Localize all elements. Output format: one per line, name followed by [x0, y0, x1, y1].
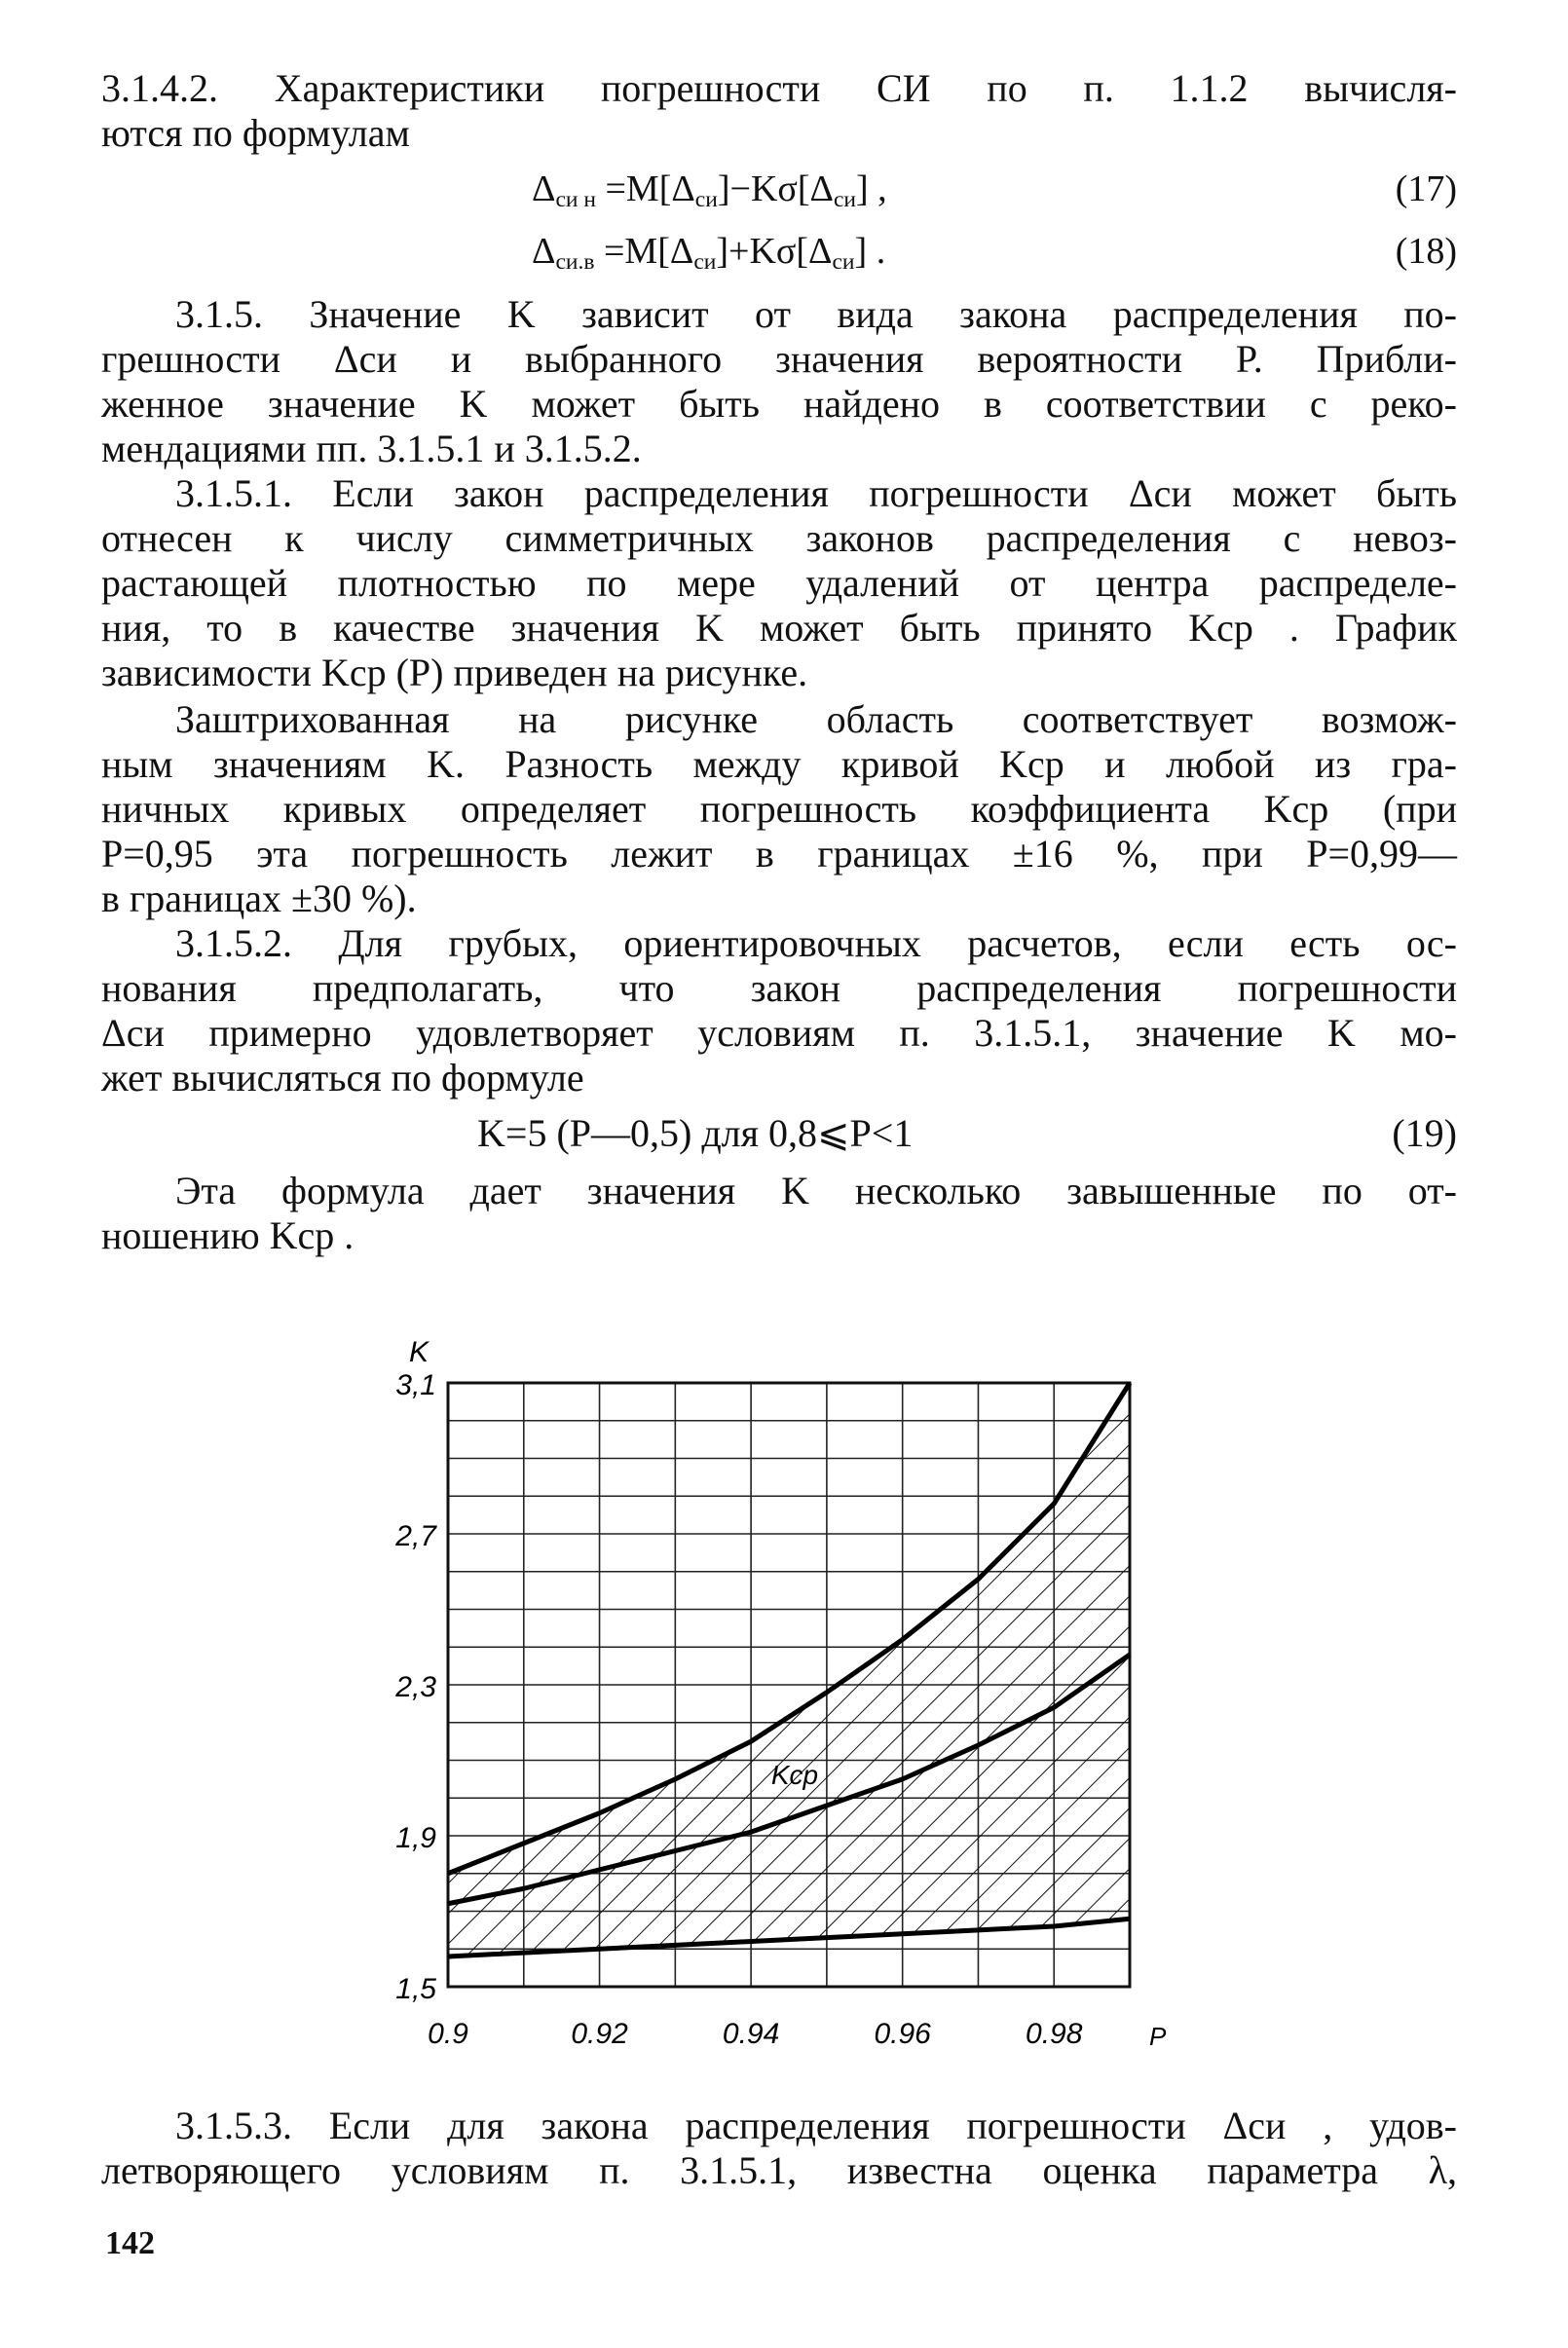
text-line: ются по формулам	[101, 111, 410, 155]
y-tick-label: 1,5	[395, 1973, 436, 2005]
text-line: зависимости Kср (P) приведен на рисунке.	[101, 651, 808, 694]
x-tick-label: 0.96	[874, 2018, 931, 2050]
text-line: 3.1.5.3. Если для закона распределения погрешности Δси , удов-	[175, 2104, 1457, 2147]
text-line: растающей плотностью по мере удалений от центра распределе-	[101, 561, 1457, 605]
page-number: 142	[105, 2225, 155, 2261]
x-tick-label: 0.9	[428, 2018, 468, 2050]
text-line: 3.1.5. Значение K зависит от вида закона распределения по-	[175, 292, 1457, 336]
text-line: ным значениям K. Разность между кривой Kср и любой из гра-	[101, 742, 1457, 786]
y-tick-label: 2,7	[395, 1520, 436, 1552]
text-line: мендациями пп. 3.1.5.1 и 3.1.5.2.	[101, 427, 642, 470]
y-tick-label: 2,3	[395, 1671, 436, 1703]
text-line: летворяющего условиям п. 3.1.5.1, известна оценка параметра λ,	[101, 2148, 1457, 2192]
y-tick-label: 3,1	[395, 1369, 436, 1401]
equation-number: (18)	[1395, 231, 1457, 272]
k-vs-p-chart	[370, 1324, 1169, 2065]
x-tick-label: 0.94	[722, 2018, 780, 2050]
text-line: 3.1.5.2. Для грубых, ориентировочных расчетов, если есть ос-	[175, 921, 1457, 965]
formula-19: K=5 (P—0,5) для 0,8⩽P<1	[477, 1111, 914, 1155]
equation-number: (19)	[1392, 1111, 1457, 1155]
equation-number: (17)	[1395, 168, 1457, 209]
text-line: P=0,95 эта погрешность лежит в границах ±16 %, при P=0,99—	[101, 832, 1457, 876]
text-line: грешности Δси и выбранного значения вероятности P. Прибли-	[101, 337, 1457, 381]
text-line: нования предполагать, что закон распределения погрешности	[101, 966, 1457, 1010]
curve-annotation: Kср	[770, 1760, 819, 1790]
x-tick-label: 0.98	[1026, 2018, 1083, 2050]
text-line: Эта формула дает значения K несколько завышенные по от-	[175, 1169, 1457, 1212]
hatched-region	[448, 1383, 1130, 1957]
text-line: 3.1.5.1. Если закон распределения погрешности Δси может быть	[175, 471, 1457, 515]
y-axis-label: K	[409, 1336, 429, 1368]
text-line: в границах ±30 %).	[101, 876, 417, 920]
x-tick-label: 0.92	[571, 2018, 628, 2050]
text-line: Δси примерно удовлетворяет условиям п. 3.1.5.1, значение K мо-	[101, 1011, 1457, 1055]
formula-18: $\Delta_{си.в} =M[\Delta_{си}]+K\sigma[\Delta_{си}]$ .	[532, 231, 886, 275]
formula-17: $\Delta_{си н} =M[\Delta_{си}]-K\sigma[\Delta_{си}]$ ,	[532, 168, 887, 212]
text-line: ничных кривых определяет погрешность коэффициента Kср (при	[101, 787, 1457, 831]
text-line: Заштрихованная на рисунке область соответствует возмож-	[175, 697, 1457, 741]
text-line: отнесен к числу симметричных законов распределения с невоз-	[101, 516, 1457, 560]
text-line: жет вычисляться по формуле	[101, 1056, 584, 1099]
y-tick-label: 1,9	[395, 1822, 436, 1854]
x-axis-label: P	[1149, 2022, 1167, 2051]
text-line: женное значение K может быть найдено в соответствии с реко-	[101, 382, 1457, 426]
text-line: ния, то в качестве значения K может быть принято Kср . График	[101, 606, 1457, 650]
text-line: 3.1.4.2. Характеристики погрешности СИ по п. 1.1.2 вычисля-	[101, 66, 1457, 110]
text-line: ношению Kср .	[101, 1213, 355, 1257]
